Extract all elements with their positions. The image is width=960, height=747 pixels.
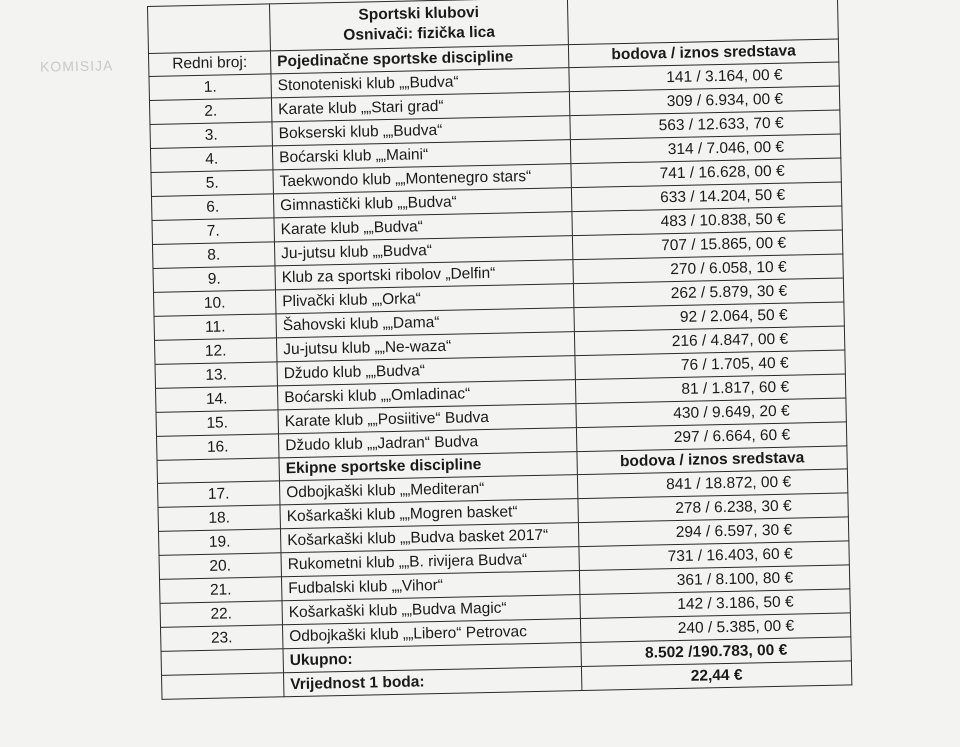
row-number: 14.	[156, 386, 278, 413]
point-value: 22,44 €	[581, 661, 851, 691]
total-value: 8.502 /190.783, 00 €	[581, 637, 851, 667]
total-label: Ukupno:	[283, 643, 581, 673]
clubs-table-sheet	[147, 0, 851, 700]
team-value-header: bodova / iznos sredstava	[577, 446, 847, 475]
table-title	[269, 0, 568, 51]
points-amount: 483 / 10.838, 50 €	[572, 206, 842, 236]
row-number: 18.	[158, 505, 280, 532]
club-name: Karate klub „„Stari grad“	[271, 92, 569, 122]
points-amount: 563 / 12.633, 70 €	[570, 110, 840, 140]
club-name: Boćarski klub „„Omladinac“	[277, 380, 575, 410]
club-name: Taekwondo klub „„Montenegro stars“	[273, 164, 571, 194]
club-name: Odbojkaški klub „„Mediteran“	[279, 475, 577, 505]
points-amount: 81 / 1.817, 60 €	[575, 374, 845, 404]
row-number: 11.	[154, 314, 276, 341]
clubs-table	[147, 0, 852, 700]
row-number: 9.	[153, 266, 275, 293]
title-line-2: Osnivači: fizička lica	[343, 23, 496, 44]
row-number: 2.	[149, 98, 271, 125]
points-amount: 262 / 5.879, 30 €	[573, 278, 843, 308]
points-amount: 294 / 6.597, 30 €	[578, 517, 848, 547]
team-section-header: Ekipne sportske discipline	[279, 452, 577, 481]
row-number: 13.	[155, 362, 277, 389]
points-amount: 141 / 3.164, 00 €	[569, 62, 839, 92]
points-amount: 633 / 14.204, 50 €	[571, 182, 841, 212]
row-number: 21.	[160, 577, 282, 604]
club-name: Džudo klub „„Jadran“ Budva	[278, 428, 576, 458]
individual-section-header: Pojedinačne sportske discipline	[270, 45, 568, 74]
watermark-text: KOMISIJA	[39, 57, 114, 75]
points-amount: 841 / 18.872, 00 €	[577, 469, 847, 499]
row-number: 8.	[152, 242, 274, 269]
points-amount: 270 / 6.058, 10 €	[573, 254, 843, 284]
club-name: Ju-jutsu klub „„Ne-waza“	[276, 332, 574, 362]
points-amount: 314 / 7.046, 00 €	[570, 134, 840, 164]
points-amount: 76 / 1.705, 40 €	[575, 350, 845, 380]
points-amount: 142 / 3.186, 50 €	[580, 589, 850, 619]
row-number: 1.	[149, 74, 271, 101]
row-number: 15.	[156, 410, 278, 437]
row-number: 12.	[155, 338, 277, 365]
club-name: Odbojkaški klub „„Libero“ Petrovac	[282, 619, 580, 649]
row-number: 4.	[150, 146, 272, 173]
row-number: 22.	[160, 601, 282, 628]
club-name: Košarkaški klub „„Mogren basket“	[280, 499, 578, 529]
row-number: 16.	[157, 434, 279, 461]
club-name: Karate klub „„Budva“	[274, 212, 572, 242]
team-rows	[157, 469, 850, 651]
point-value-label: Vrijednost 1 boda:	[283, 667, 581, 697]
club-name: Ju-jutsu klub „„Budva“	[274, 236, 572, 266]
row-number: 20.	[159, 553, 281, 580]
club-name: Boćarski klub „„Maini“	[272, 140, 570, 170]
club-name: Fudbalski klub „„Vihor“	[281, 571, 579, 601]
row-number: 5.	[151, 170, 273, 197]
row-number: 3.	[150, 122, 272, 149]
club-name: Rukometni klub „„B. rivijera Budva“	[281, 547, 579, 577]
points-amount: 430 / 9.649, 20 €	[576, 398, 846, 428]
points-amount: 92 / 2.064, 50 €	[574, 302, 844, 332]
club-name: Gimnastički klub „„Budva“	[273, 188, 571, 218]
club-name: Košarkaški klub „„Budva Magic“	[282, 595, 580, 625]
club-name: Stonoteniski klub „„Budva“	[271, 68, 569, 98]
individual-rows	[149, 62, 847, 460]
club-name: Džudo klub „„Budva“	[277, 356, 575, 386]
row-number: 10.	[153, 290, 275, 317]
club-name: Šahovski klub „„Dama“	[276, 308, 574, 338]
points-amount: 741 / 16.628, 00 €	[571, 158, 841, 188]
points-amount: 297 / 6.664, 60 €	[576, 422, 846, 452]
points-amount: 361 / 8.100, 80 €	[579, 565, 849, 595]
club-name: Plivački klub „„Orka“	[275, 284, 573, 314]
row-number: 7.	[152, 218, 274, 245]
title-line-1: Sportski klubovi	[358, 4, 480, 24]
club-name: Klub za sportski ribolov „Delfin“	[275, 260, 573, 290]
club-name: Karate klub „„Posiitive“ Budva	[278, 404, 576, 434]
points-amount: 278 / 6.238, 30 €	[578, 493, 848, 523]
club-name: Košarkaški klub „„Budva basket 2017“	[280, 523, 578, 553]
points-amount: 309 / 6.934, 00 €	[569, 86, 839, 116]
value-header: bodova / iznos sredstava	[568, 39, 838, 68]
row-number: 23.	[161, 625, 283, 652]
rank-header: Redni broj:	[148, 51, 270, 77]
row-number: 6.	[151, 194, 273, 221]
points-amount: 731 / 16.403, 60 €	[579, 541, 849, 571]
points-amount: 216 / 4.847, 00 €	[574, 326, 844, 356]
row-number: 19.	[159, 529, 281, 556]
club-name: Bokserski klub „„Budva“	[272, 116, 570, 146]
row-number: 17.	[157, 481, 279, 508]
points-amount: 707 / 15.865, 00 €	[572, 230, 842, 260]
points-amount: 240 / 5.385, 00 €	[580, 613, 850, 643]
